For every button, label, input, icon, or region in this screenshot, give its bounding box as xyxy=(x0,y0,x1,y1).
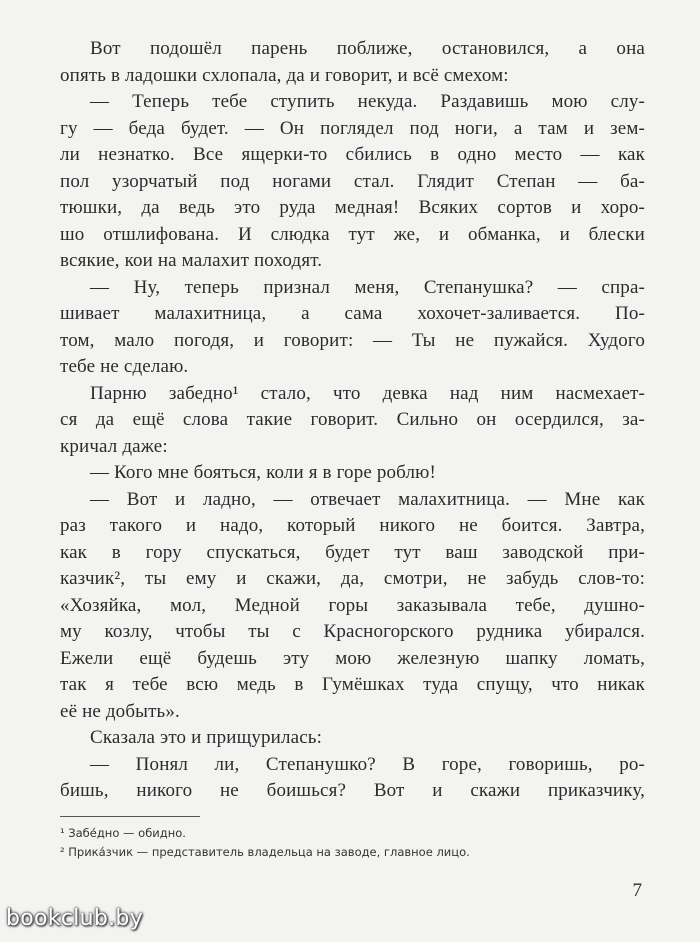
text-line: всякие, кои на малахит походят. xyxy=(60,250,323,271)
text-line: кричал даже: xyxy=(60,435,168,457)
footnote-1: ¹ Забе́дно — обидно. xyxy=(60,826,186,840)
text-line: пол узорчатый под ногами стал. Глядит Степан — ба- xyxy=(60,170,645,192)
text-line: том, мало погодя, и говорит: — Ты не пужайся. Худого xyxy=(60,329,645,351)
text-line: — Понял ли, Степанушко? В горе, говоришь, ро- xyxy=(90,753,645,775)
footnote-divider xyxy=(60,816,200,817)
text-line: — Кого мне бояться, коли я в горе роблю! xyxy=(90,462,436,483)
paragraph xyxy=(60,460,645,487)
text-line: — Вот и ладно, — отвечает малахитница. — Мне как xyxy=(90,488,645,510)
text-line: Сказала это и прищурилась: xyxy=(90,727,323,748)
paragraph xyxy=(60,752,645,805)
text-line: ся да ещё слова такие говорит. Сильно он осердился, за- xyxy=(60,409,645,430)
paragraph xyxy=(60,725,645,752)
text-line: — Ну, теперь признал меня, Степанушка? — спра- xyxy=(90,276,645,298)
text-line: казчик², ты ему и скажи, да, смотри, не забудь слов-то: xyxy=(60,568,645,589)
text-line: шо отшлифована. И слюдка тут же, и обманка, и блески xyxy=(60,223,645,245)
text-line: Парню забедно¹ стало, что девка над ним насмехает- xyxy=(90,382,645,404)
main-text xyxy=(60,36,645,805)
text-line: тюшки, да ведь это руда медная! Всяких сортов и хоро- xyxy=(60,197,645,218)
text-line: тебе не сделаю. xyxy=(60,356,189,377)
paragraph xyxy=(60,36,645,89)
page-number: 7 xyxy=(632,880,642,901)
watermark-logo: bookclub.by xyxy=(6,906,144,931)
text-line: шивает малахитница, а сама хохочет-заливается. По- xyxy=(60,303,645,324)
text-line: её не добыть». xyxy=(60,700,180,722)
text-line: опять в ладошки схлопала, да и говорит, и всё смехом: xyxy=(60,64,509,86)
text-line: ли незнатко. Все ящерки-то сбились в одно место — как xyxy=(60,144,645,165)
text-line: «Хозяйка, мол, Медной горы заказывала тебе, душно- xyxy=(60,594,645,616)
text-line: му козлу, чтобы ты с Красногорского рудника убирался. xyxy=(60,621,645,642)
paragraph xyxy=(60,487,645,726)
paragraph xyxy=(60,275,645,381)
paragraph xyxy=(60,381,645,461)
paragraph xyxy=(60,89,645,275)
footnote-2: ² Прика́зчик — представитель владельца на заводе, главное лицо. xyxy=(60,845,470,859)
text-line: Вот подошёл парень поближе, остановился, а она xyxy=(90,38,645,59)
text-line: раз такого и надо, который никого не боится. Завтра, xyxy=(60,515,645,536)
footnotes xyxy=(60,824,645,862)
text-line: бишь, никого не боишься? Вот и скажи приказчику, xyxy=(60,780,645,801)
page-body xyxy=(60,36,645,805)
text-line: — Теперь тебе ступить некуда. Раздавишь мою слу- xyxy=(90,91,645,112)
text-line: как в гору спускаться, будет тут ваш заводской при- xyxy=(60,541,645,563)
text-line: так я тебе всю медь в Гумёшках туда спущу, что никак xyxy=(60,674,645,695)
text-line: гу — беда будет. — Он поглядел под ноги, а там и зем- xyxy=(60,117,645,139)
text-line: Ежели ещё будешь эту мою железную шапку ломать, xyxy=(60,647,645,669)
